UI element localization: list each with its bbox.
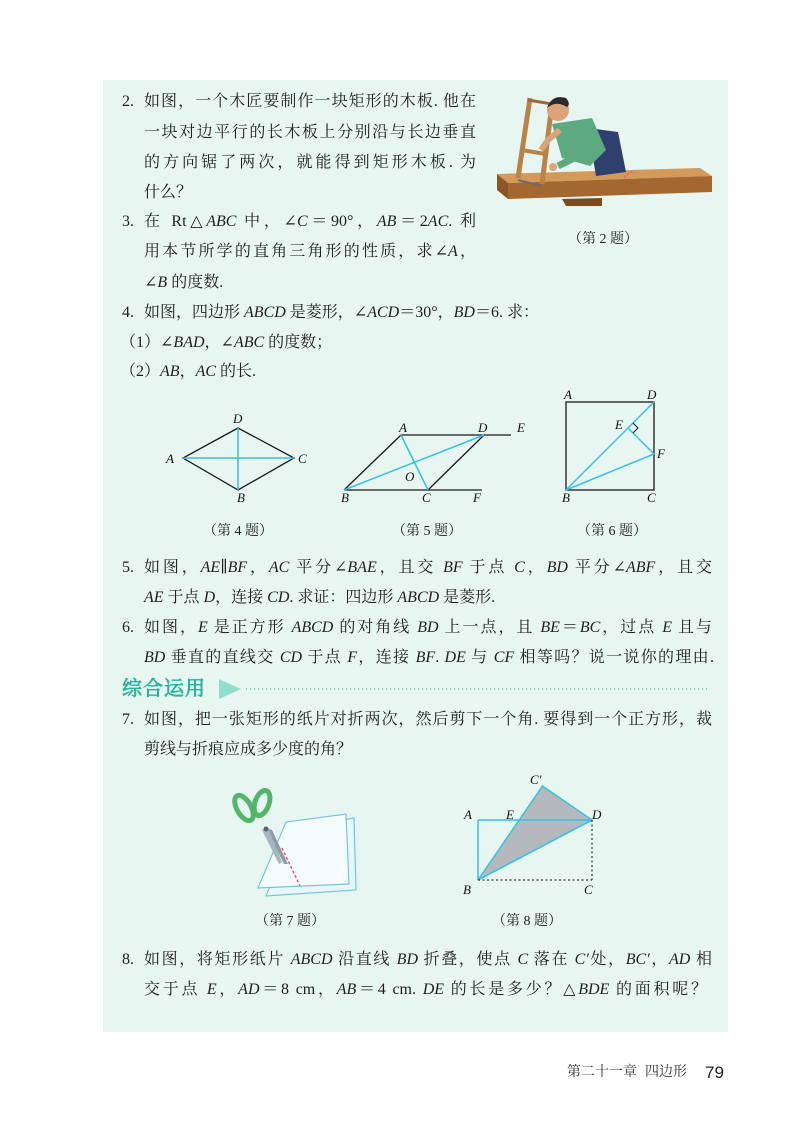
segment-ab bbox=[344, 435, 401, 490]
math-symbol: DE bbox=[444, 649, 466, 666]
math-symbol: BF bbox=[227, 559, 248, 576]
math-symbol: E bbox=[206, 981, 217, 998]
problem-number: 5. bbox=[122, 559, 134, 576]
figure-5-parallel-lines bbox=[341, 420, 525, 505]
math-symbol: AB bbox=[336, 981, 357, 998]
page-number: 79 bbox=[705, 1063, 724, 1082]
scissors-pivot bbox=[264, 827, 269, 832]
point-label: E bbox=[517, 420, 525, 435]
problem-2-line: 一块对边平行的长木板上分别沿与长边垂直 bbox=[144, 124, 476, 141]
point-label: D bbox=[647, 387, 657, 402]
problem-5-line: AE 于点 D，连接 CD. 求证：四边形 ABCD 是菱形. bbox=[144, 589, 496, 606]
problem-2-line: 什么？ bbox=[144, 184, 193, 201]
math-symbol: AB bbox=[160, 363, 180, 380]
math-symbol: CD bbox=[267, 589, 290, 606]
math-symbol: BE bbox=[540, 619, 560, 636]
plank-support bbox=[562, 198, 602, 206]
math-symbol: AD bbox=[238, 981, 260, 998]
segment-dc bbox=[428, 435, 484, 490]
section-heading-decoration bbox=[219, 679, 710, 699]
person-hand bbox=[549, 163, 557, 171]
math-symbol: BF bbox=[415, 649, 436, 666]
problem-7-line: 如图，把一张矩形的纸片对折两次，然后剪下一个角. 要得到一个正方形，裁 bbox=[144, 711, 712, 728]
math-symbol: CD bbox=[279, 649, 303, 666]
point-label: B bbox=[463, 882, 471, 897]
figure-2-caption: （第 2 题） bbox=[568, 232, 638, 247]
math-symbol: AC bbox=[195, 363, 217, 380]
problem-6-line: 如图，E 是正方形 ABCD 的对角线 BD 上一点，且 BE＝BC，过点 E 且与 bbox=[144, 619, 712, 636]
figure-4-caption: （第 4 题） bbox=[203, 524, 273, 539]
math-symbol: BAE bbox=[347, 559, 377, 576]
point-label: C bbox=[584, 882, 593, 897]
point-label: C′ bbox=[530, 772, 542, 787]
figure-7-paper-and-scissors bbox=[231, 788, 356, 896]
math-symbol: BD bbox=[417, 619, 439, 636]
math-symbol: E bbox=[662, 619, 672, 636]
figure-2-carpenter-illustration bbox=[497, 97, 712, 206]
point-label: E bbox=[615, 417, 623, 432]
problem-8-line: 交于点 E，AD＝8 cm，AB＝4 cm. DE 的长是多少？△BDE 的面积呢？ bbox=[144, 981, 707, 998]
point-label: A bbox=[166, 451, 174, 466]
math-symbol: ABF bbox=[625, 559, 656, 576]
problem-3-line: ∠B 的度数. bbox=[144, 274, 224, 291]
point-label: C bbox=[422, 490, 431, 505]
point-label: A bbox=[399, 420, 407, 435]
point-label: F bbox=[657, 446, 665, 461]
math-symbol: BC′ bbox=[625, 951, 650, 968]
problem-number: 4. bbox=[122, 304, 134, 321]
math-symbol: C′ bbox=[574, 951, 589, 968]
math-symbol: BD bbox=[453, 304, 475, 321]
scissors-handle bbox=[251, 788, 273, 817]
math-symbol: C bbox=[514, 559, 525, 576]
math-symbol: AE bbox=[144, 589, 164, 606]
point-label: D bbox=[592, 807, 602, 822]
figure-5-caption: （第 5 题） bbox=[392, 524, 462, 539]
math-symbol: BC bbox=[579, 619, 601, 636]
math-symbol: F bbox=[347, 649, 358, 666]
problem-5-line: 如图，AE∥BF，AC 平分∠BAE，且交 BF 于点 C，BD 平分∠ABF，且交 bbox=[144, 559, 712, 576]
problem-4-part: （2）AB，AC 的长. bbox=[120, 363, 257, 380]
figure-8-folded-rectangle bbox=[463, 772, 602, 897]
point-label: D bbox=[478, 420, 488, 435]
problem-6-line: BD 垂直的直线交 CD 于点 F，连接 BF. DE 与 CF 相等吗？说一说你的理由. bbox=[144, 649, 714, 666]
point-label: C bbox=[298, 451, 307, 466]
point-label: C bbox=[647, 490, 656, 505]
saw-frame-post bbox=[518, 98, 530, 178]
math-symbol: AC bbox=[427, 213, 449, 230]
point-label: B bbox=[341, 490, 349, 505]
math-symbol: BAD bbox=[173, 334, 205, 351]
section-heading: 综合运用 bbox=[122, 676, 206, 700]
math-symbol: ABCD bbox=[290, 951, 333, 968]
figure-7-caption: （第 7 题） bbox=[255, 914, 325, 929]
segment-ef bbox=[628, 428, 654, 454]
section-arrow-icon bbox=[219, 679, 241, 699]
point-label: D bbox=[233, 411, 243, 426]
point-label: A bbox=[564, 387, 572, 402]
diagonal-bd bbox=[566, 402, 654, 490]
math-symbol: AC bbox=[268, 559, 290, 576]
problem-7-line: 剪线与折痕应成多少度的角？ bbox=[144, 741, 353, 758]
math-symbol: ABCD bbox=[291, 619, 334, 636]
math-symbol: BF bbox=[443, 559, 463, 576]
problem-3-line: 在 Rt△ABC 中，∠C＝90°，AB＝2AC. 利 bbox=[144, 213, 476, 230]
problem-2-line: 的方向锯了两次，就能得到矩形木板. 为 bbox=[144, 154, 476, 171]
figure-6-square bbox=[562, 387, 666, 505]
problem-8-line: 如图，将矩形纸片 ABCD 沿直线 BD 折叠，使点 C 落在 C′处，BC′，AD 相 bbox=[144, 951, 712, 968]
math-symbol: D bbox=[203, 589, 216, 606]
math-symbol: A bbox=[448, 243, 458, 260]
problem-number: 3. bbox=[122, 213, 134, 230]
problem-number: 6. bbox=[122, 619, 134, 636]
math-symbol: AD bbox=[668, 951, 691, 968]
problem-4-line: 如图，四边形 ABCD 是菱形，∠ACD＝30°，BD＝6. 求： bbox=[144, 304, 539, 321]
folded-triangle bbox=[478, 786, 592, 880]
point-label: B bbox=[562, 490, 570, 505]
math-symbol: B bbox=[157, 274, 168, 291]
math-symbol: CF bbox=[493, 649, 515, 666]
math-symbol: DE bbox=[422, 981, 445, 998]
point-label: O bbox=[405, 469, 415, 484]
math-symbol: BD bbox=[144, 649, 166, 666]
math-symbol: E bbox=[197, 619, 208, 636]
math-symbol: ABC bbox=[233, 334, 265, 351]
math-symbol: ABCD bbox=[397, 589, 440, 606]
problem-2-line: 如图，一个木匠要制作一块矩形的木板. 他在 bbox=[144, 93, 476, 110]
problem-number: 8. bbox=[122, 951, 134, 968]
footer-section: 四边形 bbox=[645, 1065, 687, 1080]
right-angle-mark bbox=[633, 423, 638, 433]
figure-6-caption: （第 6 题） bbox=[577, 524, 647, 539]
figure-8-caption: （第 8 题） bbox=[492, 914, 562, 929]
math-symbol: AE bbox=[200, 559, 221, 576]
figure-4-rhombus bbox=[165, 411, 307, 505]
math-symbol: BDE bbox=[578, 981, 610, 998]
problem-number: 7. bbox=[122, 711, 134, 728]
point-label: F bbox=[473, 490, 481, 505]
point-label: B bbox=[237, 490, 245, 505]
math-symbol: AB bbox=[376, 213, 397, 230]
math-symbol: BD bbox=[546, 559, 568, 576]
segment-bf bbox=[566, 454, 654, 490]
footer-chapter: 第二十一章 bbox=[567, 1065, 637, 1080]
point-label: A bbox=[464, 807, 472, 822]
math-symbol: C bbox=[296, 213, 308, 230]
problem-3-line: 用本节所学的直角三角形的性质，求∠A， bbox=[144, 243, 476, 260]
math-symbol: ABCD bbox=[244, 304, 286, 321]
point-label: E bbox=[506, 807, 514, 822]
math-symbol: ACD bbox=[367, 304, 400, 321]
math-symbol: ABC bbox=[206, 213, 237, 230]
problem-4-part: （1）∠BAD，∠ABC 的度数； bbox=[120, 334, 333, 351]
problem-number: 2. bbox=[122, 93, 134, 110]
paper-front-layer bbox=[258, 814, 349, 888]
math-symbol: C bbox=[517, 951, 529, 968]
math-symbol: BD bbox=[396, 951, 418, 968]
